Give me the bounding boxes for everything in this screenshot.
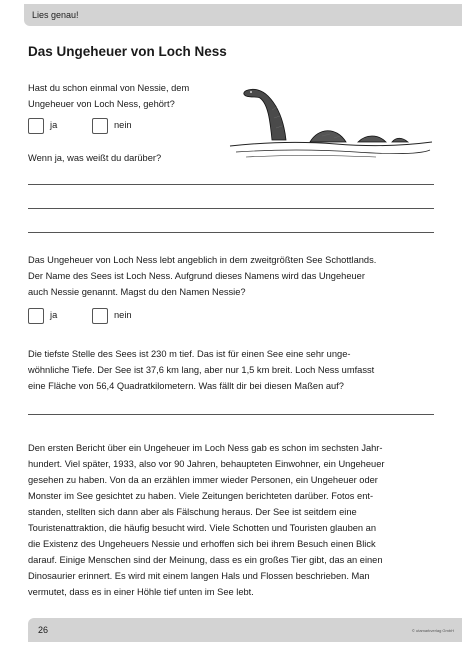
paragraph-4 [28,440,384,600]
answer-line[interactable] [28,232,434,233]
q2-yes-checkbox[interactable] [28,308,44,324]
header-bar [24,4,462,26]
paragraph-2-line: auch Nessie genannt. Magst du den Namen Nessie? [28,287,246,297]
answer-line[interactable] [28,208,434,209]
paragraph-4-line: Dinosaurier erinnert. Es wird mit einem langen Hals und Flossen beschrieben. Man [28,571,370,581]
q1-yes-checkbox[interactable] [28,118,44,134]
q2-no-checkbox[interactable] [92,308,108,324]
question-1-line: Hast du schon einmal von Nessie, dem [28,83,190,93]
q2-no-label: nein [114,310,132,320]
header-label: Lies genau! [32,10,79,20]
paragraph-3-line: wöhnliche Tiefe. Der See ist 37,6 km lang, aber nur 1,5 km breit. Loch Ness umfasst [28,365,375,375]
paragraph-4-line: vermutet, dass es in einer Höhle tief unten im See lebt. [28,587,254,597]
footer-bar [28,618,462,642]
paragraph-4-line: hundert. Viel später, 1933, also vor 90 Jahren, behaupteten Einwohner, ein Ungeheuer [28,459,385,469]
q1-yes-label: ja [50,120,58,130]
question-1-options [28,118,178,134]
q1-no-checkbox[interactable] [92,118,108,134]
copyright-notice: © utamarkverlag GmbH [411,628,454,633]
question-1-followup: Wenn ja, was weißt du darüber? [28,153,162,163]
paragraph-3-line: eine Fläche von 56,4 Quadratkilometern. Was fällt dir bei diesen Maßen auf? [28,381,344,391]
page-number: 26 [38,625,49,635]
paragraph-3 [28,346,374,394]
q1-no-label: nein [114,120,132,130]
question-1 [28,80,189,112]
paragraph-4-line: Touristenattraktion, die häufig besucht wird. Viele Schotten und Touristen glauben an [28,523,377,533]
paragraph-4-line: die Existenz des Ungeheuers Nessie und erhoffen sich bei ihrem Besuch einen Blick [28,539,376,549]
paragraph-4-line: standen, stellten sich dann aber als Fälschung heraus. Der See ist seitdem eine [28,507,357,517]
page-title: Das Ungeheuer von Loch Ness [28,44,227,59]
paragraph-2-line: Der Name des Sees ist Loch Ness. Aufgrund dieses Namens wird das Ungeheuer [28,271,365,281]
paragraph-4-line: Monster im See gesichtet zu haben. Viele Zeitungen berichteten darüber. Fotos ent- [28,491,374,501]
q2-yes-label: ja [50,310,58,320]
question-2-options [28,308,178,324]
paragraph-2 [28,252,376,300]
paragraph-4-line: gesehen zu haben. Von da an erzählen immer wieder Personen, ein Ungeheuer oder [28,475,378,485]
answer-line[interactable] [28,184,434,185]
paragraph-4-line: Den ersten Bericht über ein Ungeheuer im Loch Ness gab es schon im sechsten Jahr- [28,443,383,453]
nessie-illustration-icon [226,76,436,160]
paragraph-3-line: Die tiefste Stelle des Sees ist 230 m tief. Das ist für einen See eine sehr unge- [28,349,351,359]
paragraph-2-line: Das Ungeheuer von Loch Ness lebt angeblich in dem zweitgrößten See Schottlands. [28,255,377,265]
question-1-line: Ungeheuer von Loch Ness, gehört? [28,99,175,109]
answer-line[interactable] [28,414,434,415]
paragraph-4-line: darauf. Einige Menschen sind der Meinung, dass es ein großes Tier gibt, das an einen [28,555,383,565]
